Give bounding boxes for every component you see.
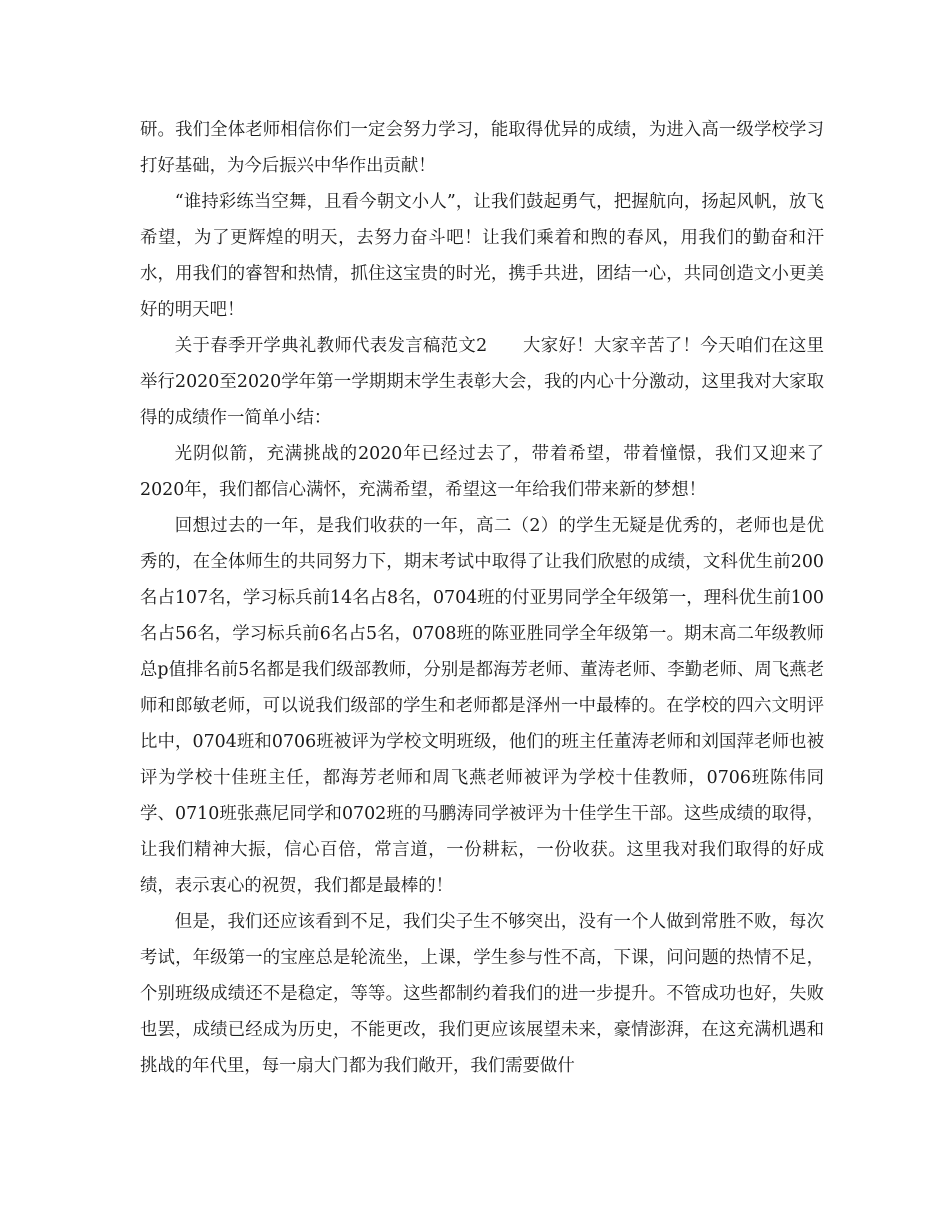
- paragraph-4: 光阴似箭，充满挑战的2020年已经过去了，带着希望，带着憧憬，我们又迎来了2020年，我们都信心满怀，充满希望，希望这一年给我们带来新的梦想！: [140, 444, 824, 500]
- paragraph-1: 研。我们全体老师相信你们一定会努力学习，能取得优异的成绩，为进入高一级学校学习打好基础，为今后振兴中华作出贡献！: [140, 120, 824, 176]
- paragraph-3: 关于春季开学典礼教师代表发言稿范文2 大家好！大家辛苦了！今天咱们在这里举行2020至2020学年第一学期期末学生表彰大会，我的内心十分激动，这里我对大家取得的成绩作一简单小结：: [140, 336, 824, 428]
- paragraph-6: 但是，我们还应该看到不足，我们尖子生不够突出，没有一个人做到常胜不败，每次考试，年级第一的宝座总是轮流坐，上课，学生参与性不高，下课，问问题的热情不足，个别班级成绩还不是稳定，等等。这些都制约着我们的进一步提升。不管成功也好，失败也罢，成绩已经成为历史，不能更改，我们更应该展望未来，豪情澎湃，在这充满机遇和挑战的年代里，每一扇大门都为我们敞开，我们需要做什: [140, 912, 824, 1076]
- paragraph-5: 回想过去的一年，是我们收获的一年，高二（2）的学生无疑是优秀的，老师也是优秀的，在全体师生的共同努力下，期末考试中取得了让我们欣慰的成绩，文科优生前200名占107名，学习标兵前14名占8名，0704班的付亚男同学全年级第一，理科优生前100名占56名，学习标兵前6名占5名，0708班的陈亚胜同学全年级第一。期末高二年级教师总p值排名前5名都是我们级部教师，分别是都海芳老师、董涛老师、李勤老师、周飞燕老师和郎敏老师，可以说我们级部的学生和老师都是泽州一中最棒的。在学校的四六文明评比中，0704班和0706班被评为学校文明班级，他们的班主任董涛老师和刘国萍老师也被评为学校十佳班主任，都海芳老师和周飞燕老师被评为学校十佳教师，0706班陈伟同学、0710班张燕尼同学和0702班的马鹏涛同学被评为十佳学生干部。这些成绩的取得，让我们精神大振，信心百倍，常言道，一份耕耘，一份收获。这里我对我们取得的好成绩，表示衷心的祝贺，我们都是最棒的！: [140, 516, 824, 896]
- document-body: [140, 112, 824, 1084]
- paragraph-2: “谁持彩练当空舞，且看今朝文小人”，让我们鼓起勇气，把握航向，扬起风帆，放飞希望，为了更辉煌的明天，去努力奋斗吧！让我们乘着和煦的春风，用我们的勤奋和汗水，用我们的睿智和热情，抓住这宝贵的时光，携手共进，团结一心，共同创造文小更美好的明天吧！: [140, 192, 824, 320]
